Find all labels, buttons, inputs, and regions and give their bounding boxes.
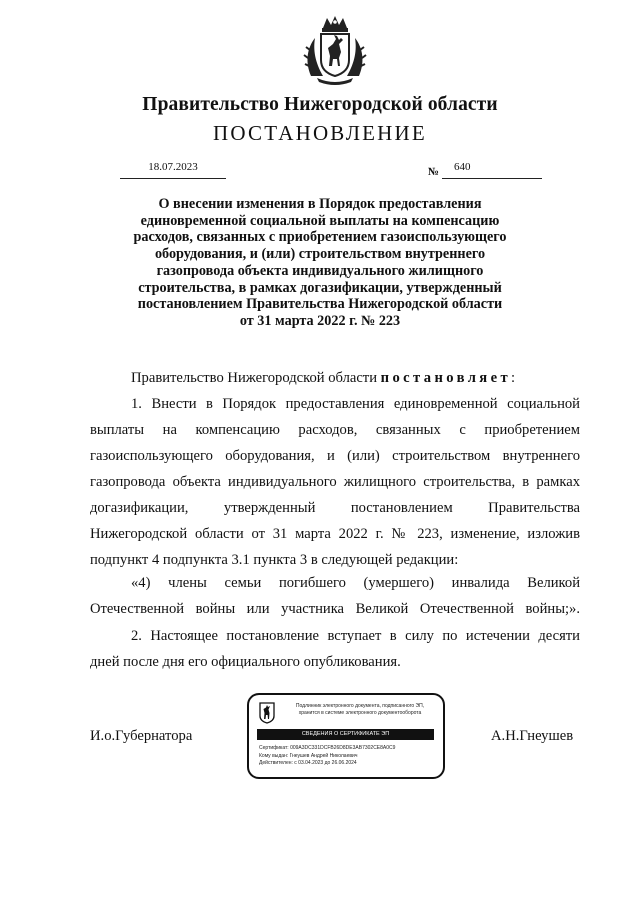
number-sign: №: [428, 166, 440, 178]
title-line: оборудования, и (или) строительством внутреннего: [154, 246, 486, 263]
paragraph-line: догазификации, утвержденный постановлением Правительства: [90, 500, 580, 516]
stamp-certificate-bar: СВЕДЕНИЯ О СЕРТИФИКАТЕ ЭП: [257, 729, 434, 740]
preamble-decree: постановляет: [380, 370, 512, 386]
paragraph-2: [90, 623, 580, 675]
e-signature-stamp: [247, 693, 445, 779]
coat-of-arms-emblem: [303, 14, 367, 86]
certificate-serial: Сертификат: 009A3DC331DCFB26D8DE3AB7302CE8A0C9: [259, 745, 396, 751]
preamble-lead: Правительство Нижегородской области: [131, 370, 377, 386]
government-name: Правительство Нижегородской области: [142, 94, 498, 115]
certificate-owner: Кому выдан: Гнеушев Андрей Николаевич: [259, 752, 358, 759]
paragraph-line: 1. Внести в Порядок предоставления единовременной социальной: [131, 396, 580, 412]
title-line: постановлением Правительства Нижегородской области: [137, 296, 503, 313]
paragraph-line: Нижегородской области от 31 марта 2022 г. № 223, изменение, изложив: [90, 526, 580, 542]
title-line: расходов, связанных с приобретением газоиспользующего: [133, 229, 507, 246]
paragraph-line: дней после дня его официального опубликования.: [90, 654, 401, 670]
document-date: 18.07.2023: [148, 161, 198, 173]
signer-title: И.о.Губернатора: [90, 728, 193, 744]
paragraph-line: газопровода объекта индивидуального жилищного строительства, в рамках: [90, 474, 580, 490]
title-line: строительства, в рамках догазификации, утвержденный: [138, 279, 502, 296]
signer-name: А.Н.Гнеушев: [491, 728, 574, 744]
paragraph-line: газоиспользующего оборудования, и (или) строительством внутреннего: [90, 448, 580, 464]
preamble-colon: :: [511, 370, 516, 386]
paragraph-line: выплаты на компенсацию расходов, связанных с приобретением: [90, 422, 580, 438]
stamp-header: [280, 703, 440, 717]
stamp-details: [259, 745, 395, 768]
title-line: от 31 марта 2022 г. № 223: [239, 312, 401, 329]
certificate-validity: Действителен: с 03.04.2023 до 26.06.2024: [259, 760, 357, 766]
paragraph-line: подпункт 4 подпункта 3.1 пункта 3 в следующей редакции:: [90, 552, 459, 568]
preamble: [131, 365, 515, 391]
quoted-amendment: [90, 570, 580, 622]
stamp-header-line: Подлинник электронного документа, подписанного ЭП,: [295, 703, 425, 709]
title-line: О внесении изменения в Порядок предоставления: [158, 196, 482, 212]
paragraph-line: 2. Настоящее постановление вступает в силу по истечении десяти: [131, 628, 580, 644]
emblem-icon: [259, 702, 275, 724]
document-type: ПОСТАНОВЛЕНИЕ: [213, 121, 427, 145]
document-title: [0, 196, 640, 330]
title-line: газопровода объекта индивидуального жилищного: [156, 262, 484, 279]
quote-line: Отечественной войны или участника Великой Отечественной войны;».: [90, 601, 580, 617]
quote-line: «4) члены семьи погибшего (умершего) инвалида Великой: [131, 575, 580, 591]
stamp-header-line: хранится в системе электронного документооборота: [298, 710, 422, 716]
title-line: единовременной социальной выплаты на компенсацию: [140, 212, 500, 229]
paragraph-1: [90, 391, 580, 573]
document-number: 640: [454, 161, 471, 173]
